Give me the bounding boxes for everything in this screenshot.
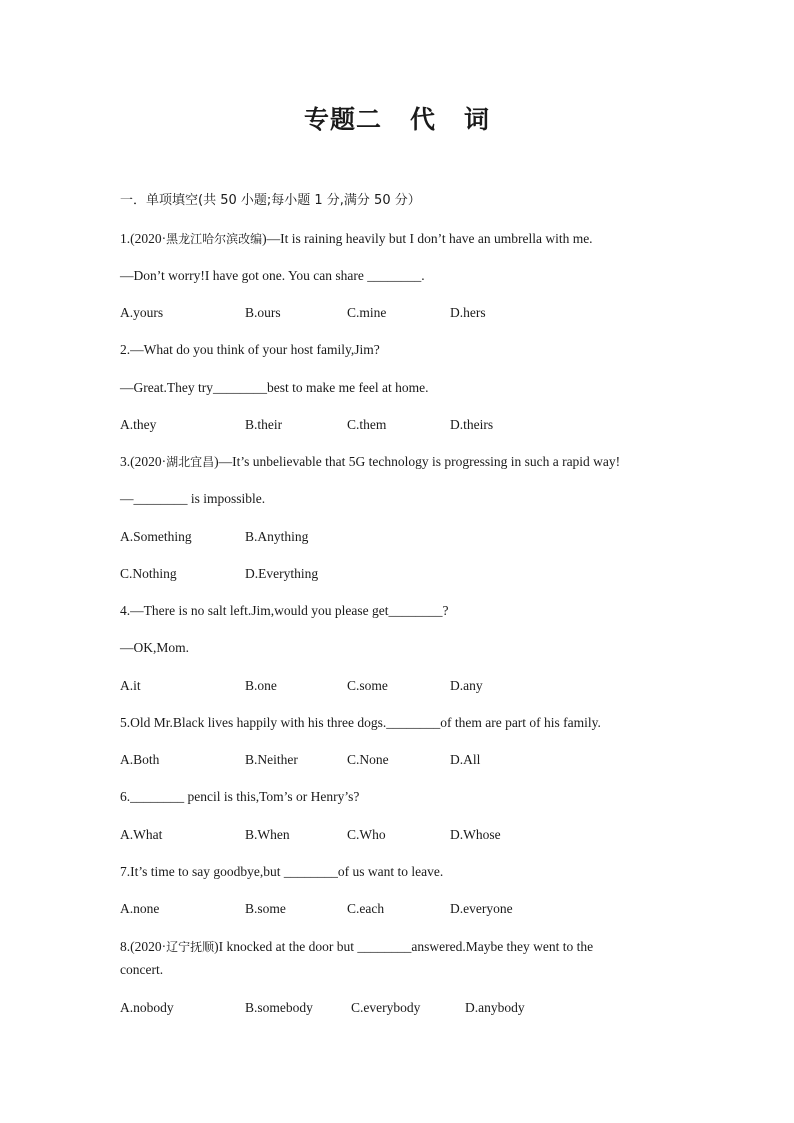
question-4-option-a: A.it — [120, 678, 141, 693]
question-1-option-c: C.mine — [347, 305, 387, 320]
question-7-option-a: A.none — [120, 901, 160, 916]
question-3-year: 2020· — [134, 454, 167, 469]
question-2-option-a: A.they — [120, 417, 157, 432]
question-1-reply: —Don’t worry!I have got one. You can share ________. — [120, 268, 425, 283]
question-3-option-b: B.Anything — [245, 529, 309, 544]
question-4-option-c: C.some — [347, 678, 388, 693]
question-3-option-d: D.Everything — [245, 566, 319, 581]
question-6-option-b: B.When — [245, 827, 290, 842]
question-8-year: 2020· — [134, 939, 167, 954]
question-2-reply: —Great.They try________best to make me feel at home. — [120, 380, 429, 395]
question-4-stem: 4.—There is no salt left.Jim,would you please get________? — [120, 603, 449, 618]
question-1-source: 黑龙江哈尔滨改编 — [166, 232, 263, 246]
question-7-stem: 7.It’s time to say goodbye,but ________of us want to leave. — [120, 864, 444, 879]
question-7-option-d: D.everyone — [450, 901, 513, 916]
question-3-text: )—It’s unbelievable that 5G technology is progressing in such a rapid way! — [214, 454, 621, 469]
question-5-option-d: D.All — [450, 752, 481, 767]
question-8-stem — [120, 939, 593, 955]
question-6-stem: 6.________ pencil is this,Tom’s or Henry’s? — [120, 789, 360, 804]
question-1-option-a: A.yours — [120, 305, 164, 320]
question-3-number: 3.( — [120, 454, 135, 469]
question-3-source: 湖北宜昌 — [166, 455, 215, 469]
question-4-option-b: B.one — [245, 678, 277, 693]
question-2-stem: 2.—What do you think of your host family,Jim? — [120, 342, 380, 357]
question-2-option-d: D.theirs — [450, 417, 494, 432]
question-1-option-b: B.ours — [245, 305, 281, 320]
page-title — [0, 100, 794, 136]
question-1-stem — [120, 231, 593, 247]
question-2-option-b: B.their — [245, 417, 283, 432]
question-8-option-b: B.somebody — [245, 1000, 313, 1015]
question-5-stem: 5.Old Mr.Black lives happily with his three dogs.________of them are part of his family. — [120, 715, 601, 730]
question-8-text: )I knocked at the door but ________answered.Maybe they went to the — [214, 939, 594, 954]
question-3-option-a: A.Something — [120, 529, 192, 544]
question-1-number: 1.( — [120, 231, 135, 246]
question-6-option-c: C.Who — [347, 827, 386, 842]
question-3-stem — [120, 454, 620, 470]
question-8-source: 辽宁抚顺 — [166, 940, 215, 954]
question-5-option-a: A.Both — [120, 752, 160, 767]
question-1-option-d: D.hers — [450, 305, 486, 320]
question-5-option-c: C.None — [347, 752, 389, 767]
question-4-option-d: D.any — [450, 678, 483, 693]
question-2-option-c: C.them — [347, 417, 387, 432]
question-4-reply: —OK,Mom. — [120, 640, 190, 655]
question-8-number: 8.( — [120, 939, 135, 954]
section-heading: 一．单项填空(共 50 小题;每小题 1 分,满分 50 分） — [120, 193, 421, 208]
question-6-option-d: D.Whose — [450, 827, 501, 842]
question-7-option-c: C.each — [347, 901, 385, 916]
question-6-option-a: A.What — [120, 827, 163, 842]
question-8-option-d: D.anybody — [465, 1000, 525, 1015]
question-3-reply: —________ is impossible. — [120, 491, 266, 506]
question-5-option-b: B.Neither — [245, 752, 298, 767]
title-part-1: 专题二 — [303, 105, 382, 134]
title-part-2: 代 — [409, 105, 436, 134]
question-7-option-b: B.some — [245, 901, 286, 916]
question-8-option-c: C.everybody — [351, 1000, 421, 1015]
question-1-year: 2020· — [134, 231, 167, 246]
title-part-3: 词 — [464, 105, 491, 134]
question-1-text: )—It is raining heavily but I don’t have an umbrella with me. — [262, 231, 593, 246]
question-8-option-a: A.nobody — [120, 1000, 174, 1015]
question-8-continuation: concert. — [120, 962, 164, 977]
question-3-option-c: C.Nothing — [120, 566, 177, 581]
